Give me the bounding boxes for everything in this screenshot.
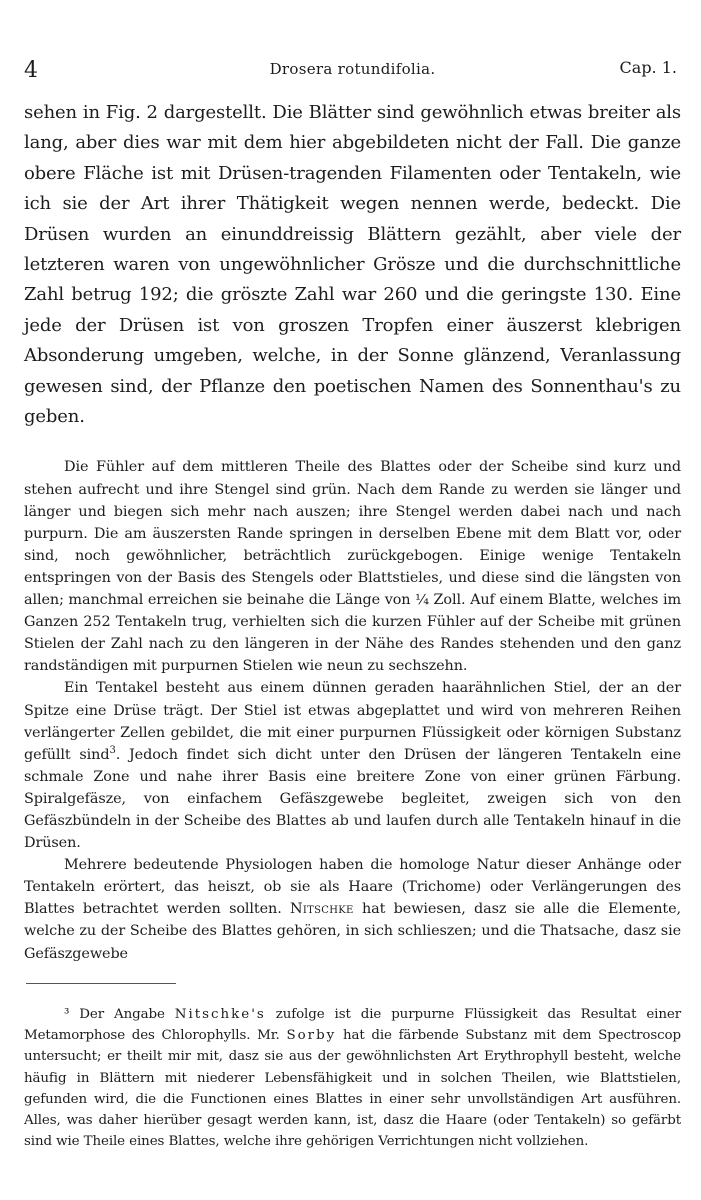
running-title: Drosera rotundifolia.: [269, 60, 436, 78]
author-name: Nitschke's: [174, 1006, 266, 1022]
footnote-text: zufolge ist die purpurne Flüssigkeit das Resultat einer Metamorphose des Chlorophylls. Mr.: [24, 1006, 681, 1043]
paragraph-text: Ein Tentakel besteht aus einem dünnen geraden haarähnlichen Stiel, der an der Spitze eine Drüse trägt. Der Stiel ist etwas abgeplattet und wird von mehreren Reihen verlängerter Zellen gebildet, die mit einer purpurnen Flüssigkeit oder körnigen Substanz gefüllt sind: [24, 680, 681, 763]
page-number: 4: [24, 58, 38, 83]
paragraph-text: . Jedoch findet sich dicht unter den Drüsen der längeren Tentakeln eine schmale Zone und nahe ihrer Basis eine breitere Zone von einer grünen Färbung. Spiralgefäsze, von einfachem Gefäszgewebe begleitet, zweigen sich von den Gefäszbündeln in der Scheibe des Blattes ab und laufen durch alle Tentakeln hinauf in die Drüsen.: [24, 746, 681, 852]
lead-paragraph: sehen in Fig. 2 dargestellt. Die Blätter sind gewöhnlich etwas breiter als lang, aber dies war mit dem hier abgebildeten nicht der Fall. Die ganze obere Fläche ist mit Drüsen-tragenden Filamenten oder Tentakeln, wie ich sie der Art ihrer Thätigkeit wegen nennen werde, bedeckt. Die Drüsen wurden an einunddreissig Blättern gezählt, aber viele der letzteren waren von ungewöhnlicher Grösze und die durchschnittliche Zahl betrug 192; die gröszte Zahl war 260 und die geringste 130. Eine jede der Drüsen ist von groszen Tropfen einer äuszerst klebrigen Absonderung umgeben, welche, in der Sonne glänzend, Veranlassung gewesen sind, der Pflanze den poetischen Namen des Sonnenthau's zu geben.: [24, 102, 681, 428]
running-header: [24, 58, 681, 86]
footnote: [24, 1004, 681, 1153]
author-name: Sorby: [286, 1027, 337, 1043]
paragraph-text: Mehrere bedeutende Physiologen haben die homologe Natur dieser Anhänge oder Tentakeln erörtert, das heiszt, ob sie als Haare (Trichome) oder Verlängerungen des Blattes betrachtet werden sollten.: [24, 857, 681, 918]
chapter-label: Cap. 1.: [619, 58, 677, 77]
footnote-reference: 3: [109, 744, 116, 756]
footnote-divider: [26, 983, 176, 984]
footnote-text: Der Angabe: [79, 1006, 165, 1022]
footnote-marker: ³: [64, 1006, 70, 1022]
paragraph-text: hat bewiesen, dasz sie alle die Elemente, welche zu der Scheibe des Blattes gehören, in sich schlieszen; und die Thatsache, dasz sie Gefäszgewebe: [24, 901, 681, 962]
paragraph-tentacle-arrangement: Die Fühler auf dem mittleren Theile des Blattes oder der Scheibe sind kurz und stehen aufrecht und ihre Stengel sind grün. Nach dem Rande zu werden sie länger und länger und biegen sich mehr nach auszen; ihre Stengel werden dabei nach und nach purpurn. Die am äuszersten Rande springen in derselben Ebene mit dem Blatt vor, oder sind, noch gewöhnlicher, beträchtlich zurückgebogen. Einige wenige Tentakeln entspringen von der Basis des Stengels oder Blattstieles, und diese sind die längsten von allen; manchmal erreichen sie beinahe die Länge von ¼ Zoll. Auf einem Blatte, welches im Ganzen 252 Tentakeln trug, verhielten sich die kurzen Fühler auf der Scheibe mit grünen Stielen der Zahl nach zu den längeren in der Nähe des Randes stehenden und den ganz randständigen mit purpurnen Stielen wie neun zu sechszehn.: [24, 459, 681, 675]
footnote-text: hat die färbende Substanz mit dem Spectroscop untersucht; er theilt mir mit, dasz sie aus der gewöhnlichsten Art Erythrophyll besteht, welche häufig in Blättern mit niederer Lebensfähigkeit und in solchen Theilen, wie Blattstielen, gefunden wird, die die Functionen eines Blattes in einer sehr unvollständigen Art ausführen. Alles, was daher hierüber gesagt werden kann, ist, dasz die Haare (oder Tentakeln) so gefärbt sind wie Theile eines Blattes, welche ihre gehörigen Verrichtungen nicht vollziehen.: [24, 1027, 681, 1150]
paragraph-homology: [24, 854, 681, 964]
paragraph-tentacle-structure: [24, 677, 681, 854]
author-name: Nitschke: [290, 901, 354, 918]
